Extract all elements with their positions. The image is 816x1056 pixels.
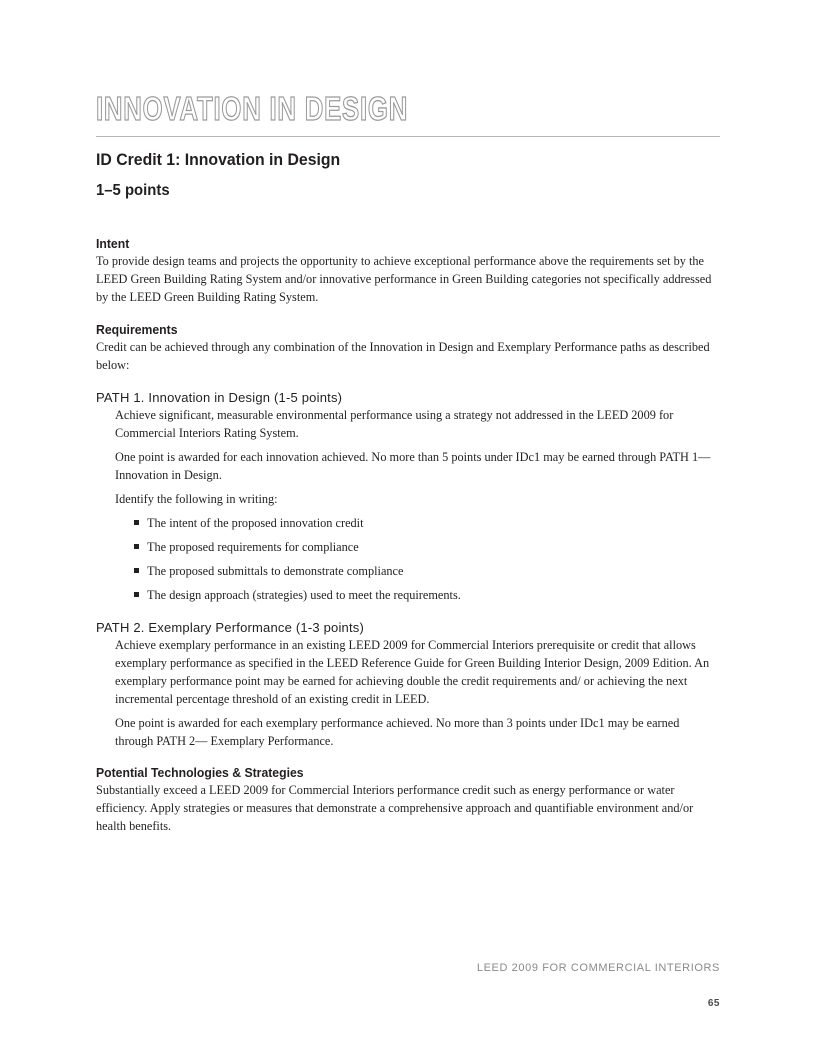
path2-title: PATH 2. Exemplary Performance (1-3 points) (96, 620, 365, 635)
square-bullet-icon (134, 592, 139, 597)
intent-text: To provide design teams and projects the opportunity to achieve exceptional performance above the requirements set by the LEED Green Building Rating System and/or innovative performance in Green Building categories not specifically addressed by the LEED Green Building Rating System. (96, 254, 712, 304)
header-divider (96, 136, 720, 137)
path1-bullet-list (96, 514, 720, 604)
requirements-text: Credit can be achieved through any combination of the Innovation in Design and Exemplary Performance paths as described below: (96, 340, 710, 372)
square-bullet-icon (134, 568, 139, 573)
list-item (134, 538, 720, 556)
path2-paragraph: One point is awarded for each exemplary performance achieved. No more than 3 points under IDc1 may be earned through PATH 2— Exemplary Performance. (115, 716, 680, 748)
list-item (134, 562, 720, 580)
square-bullet-icon (134, 544, 139, 549)
intent-heading: Intent (96, 236, 130, 251)
strategies-heading: Potential Technologies & Strategies (96, 765, 304, 780)
path2-paragraph: Achieve exemplary performance in an existing LEED 2009 for Commercial Interiors prerequisite or credit that allows exemplary performance as specified in the LEED Reference Guide for Green Building Interior Design, 2009 Edition. An exemplary performance point may be earned for achieving double the credit requirements and/ or achieving the next incremental percentage threshold of an existing credit in LEED. (115, 638, 710, 706)
list-item-text: The proposed submittals to demonstrate compliance (147, 564, 404, 578)
list-item-text: The design approach (strategies) used to meet the requirements. (147, 588, 461, 602)
path1-paragraph: Identify the following in writing: (115, 492, 278, 506)
credit-title: ID Credit 1: Innovation in Design (96, 150, 341, 169)
path1-paragraph: Achieve significant, measurable environmental performance using a strategy not addressed in the LEED 2009 for Commercial Interiors Rating System. (115, 408, 674, 440)
page-number: 65 (707, 998, 720, 1009)
list-item (134, 514, 720, 532)
path1-section (96, 390, 720, 610)
credit-points: 1–5 points (96, 182, 170, 199)
square-bullet-icon (134, 520, 139, 525)
path1-paragraph: One point is awarded for each innovation achieved. No more than 5 points under IDc1 may be earned through PATH 1—Innovation in Design. (115, 450, 711, 482)
strategies-section (96, 765, 720, 835)
list-item-text: The proposed requirements for compliance (147, 540, 359, 554)
intent-section (96, 236, 720, 306)
strategies-text: Substantially exceed a LEED 2009 for Commercial Interiors performance credit such as energy performance or water efficiency. Apply strategies or measures that demonstrate a comprehensive approach and quantifiable environment and/or health benefits. (96, 783, 694, 833)
list-item (134, 586, 720, 604)
requirements-heading: Requirements (96, 322, 178, 337)
path1-title: PATH 1. Innovation in Design (1-5 points) (96, 390, 343, 405)
requirements-section (96, 322, 720, 374)
footer-publication-title: LEED 2009 FOR COMMERCIAL INTERIORS (476, 962, 720, 974)
list-item-text: The intent of the proposed innovation credit (147, 516, 364, 530)
path2-section (96, 620, 720, 756)
chapter-banner-title: INNOVATION IN DESIGN (96, 90, 409, 127)
